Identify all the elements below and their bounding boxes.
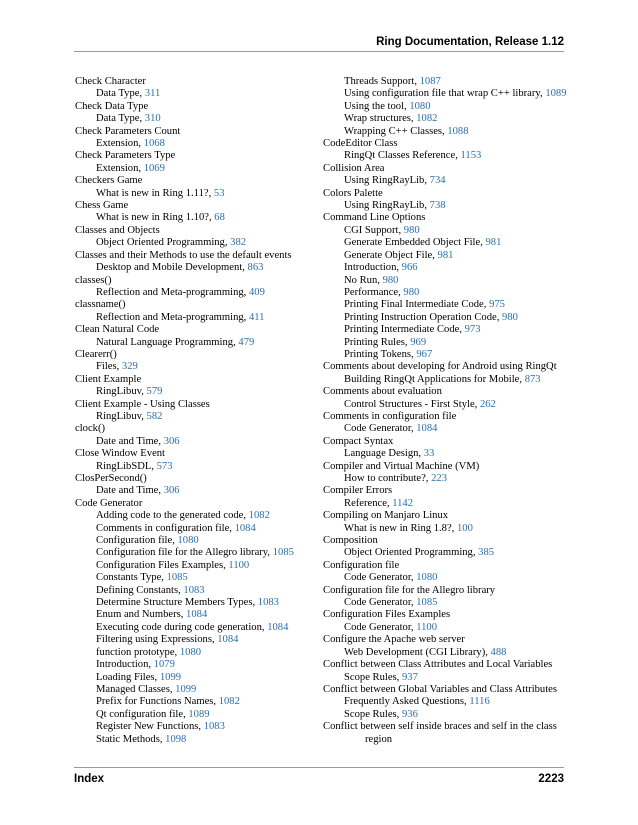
index-subentry xyxy=(75,547,325,559)
index-subentry xyxy=(75,212,325,224)
subentry-label: RingLibSDL, xyxy=(96,460,157,472)
page-link[interactable]: 68 xyxy=(214,212,225,224)
subentry-label: Reflection and Meta-programming, xyxy=(96,311,249,323)
page-link[interactable]: 1080 xyxy=(409,100,431,112)
index-subentry xyxy=(323,200,569,212)
page-link[interactable]: 981 xyxy=(437,249,454,261)
page-link[interactable]: 873 xyxy=(524,373,541,385)
page-link[interactable]: 1088 xyxy=(447,125,469,137)
subentry-label: Performance, xyxy=(344,286,404,298)
index-term: Configuration file xyxy=(323,559,400,571)
page-link[interactable]: 1080 xyxy=(177,535,199,547)
subentry-label: Using the tool, xyxy=(344,100,410,112)
footer-section: Index xyxy=(74,773,105,785)
subentry-label: What is new in Ring 1.11?, xyxy=(96,187,214,199)
index-subentry xyxy=(75,138,325,150)
index-term: Checkers Game xyxy=(75,175,143,187)
subentry-label: Wrapping C++ Classes, xyxy=(344,125,448,137)
subentry-label: Register New Functions, xyxy=(96,721,204,733)
index-term: Classes and their Methods to use the default events xyxy=(75,249,292,261)
page-link[interactable]: 262 xyxy=(479,398,496,410)
index-subentry xyxy=(75,337,325,349)
index-subentry xyxy=(323,423,569,435)
subentry-label: Generate Object File, xyxy=(344,249,438,261)
page-link[interactable]: 582 xyxy=(146,410,163,422)
subentry-label: What is new in Ring 1.8?, xyxy=(344,522,457,534)
page-link[interactable]: 1142 xyxy=(392,497,414,509)
index-term: clock() xyxy=(75,423,105,435)
subentry-label: Printing Instruction Operation Code, xyxy=(344,311,503,323)
subentry-label: Printing Intermediate Code, xyxy=(344,324,465,336)
index-term: Compiling on Manjaro Linux xyxy=(323,510,449,522)
index-term: Colors Palette xyxy=(323,187,383,199)
page-link[interactable]: 1098 xyxy=(165,733,187,745)
subentry-label: Static Methods, xyxy=(96,733,166,745)
index-subentry xyxy=(75,572,325,584)
subentry-label: Code Generator, xyxy=(344,423,417,435)
index-term: Configure the Apache web server xyxy=(323,634,465,646)
subentry-label: Using configuration file that wrap C++ library, xyxy=(344,88,546,100)
index-subentry xyxy=(323,76,569,88)
index-subentry xyxy=(323,250,569,262)
index-subentry xyxy=(323,498,569,510)
page-link[interactable]: 579 xyxy=(146,386,163,398)
subentry-label: Language Design, xyxy=(344,448,424,460)
page-link[interactable]: 1080 xyxy=(179,646,202,658)
index-subentry xyxy=(323,696,569,708)
page-link[interactable]: 1082 xyxy=(416,113,438,125)
page-link[interactable]: 738 xyxy=(429,200,446,212)
subentry-label: Natural Language Programming, xyxy=(96,336,239,348)
page-link[interactable]: 1089 xyxy=(188,708,210,720)
index-term: Comments in configuration file xyxy=(323,410,457,422)
page-link[interactable]: 1084 xyxy=(217,634,239,646)
index-subentry xyxy=(75,647,325,659)
page-link[interactable]: 973 xyxy=(464,324,481,336)
index-subentry xyxy=(75,721,325,733)
page-link[interactable]: 1083 xyxy=(257,597,279,609)
index-subentry xyxy=(75,113,325,125)
index-subentry xyxy=(323,399,569,411)
index-subentry xyxy=(323,547,569,559)
page-link[interactable]: 1085 xyxy=(416,597,438,609)
index-subentry xyxy=(323,647,569,659)
index-term: classes() xyxy=(75,274,112,286)
index-subentry xyxy=(323,262,569,274)
page-link[interactable]: 310 xyxy=(144,113,161,125)
subentry-label: Extension, xyxy=(96,138,144,150)
page-link[interactable]: 1082 xyxy=(218,696,240,708)
index-subentry xyxy=(75,312,325,324)
page-link[interactable]: 1100 xyxy=(228,559,250,571)
header-rule xyxy=(74,51,564,52)
subentry-label: No Run, xyxy=(344,274,383,286)
page-link[interactable]: 981 xyxy=(485,237,502,249)
page-link[interactable]: 1099 xyxy=(159,671,182,683)
page-link[interactable]: 573 xyxy=(156,460,173,472)
page-link[interactable]: 1085 xyxy=(166,572,188,584)
index-subentry xyxy=(323,275,569,287)
index-subentry xyxy=(75,622,325,634)
subentry-label: Code Generator, xyxy=(344,621,417,633)
index-term: Classes and Objects xyxy=(75,224,160,236)
index-subentry xyxy=(323,113,569,125)
page-link[interactable]: 1084 xyxy=(234,522,256,534)
index-subentry xyxy=(323,126,569,138)
index-subentry xyxy=(75,609,325,621)
index-subentry xyxy=(75,485,325,497)
page-link[interactable]: 306 xyxy=(163,435,180,447)
index-term: Command Line Options xyxy=(323,212,426,224)
subentry-label: Reflection and Meta-programming, xyxy=(96,286,249,298)
subentry-label: Prefix for Functions Names, xyxy=(96,696,219,708)
page-link[interactable]: 385 xyxy=(478,547,495,559)
page-link[interactable]: 479 xyxy=(238,336,255,348)
index-term: Chess Game xyxy=(75,200,129,212)
index-term: classname() xyxy=(75,299,126,311)
index-term: Clearerr() xyxy=(75,348,117,360)
page-link[interactable]: 967 xyxy=(416,348,433,360)
page-link[interactable]: 1099 xyxy=(175,683,197,695)
index-subentry xyxy=(323,448,569,460)
page-link[interactable]: 980 xyxy=(403,224,420,236)
index-subentry xyxy=(323,622,569,634)
page-link[interactable]: 1116 xyxy=(469,696,490,708)
subentry-label: What is new in Ring 1.10?, xyxy=(96,212,215,224)
subentry-label: Scope Rules, xyxy=(344,708,402,720)
subentry-label: function prototype, xyxy=(96,646,180,658)
index-subentry xyxy=(323,572,569,584)
subentry-label: Threads Support, xyxy=(344,76,420,87)
index-subentry xyxy=(323,324,569,336)
index-term: Conflict between Class Attributes and Local Variables xyxy=(323,659,553,671)
page-link[interactable]: 100 xyxy=(456,522,473,534)
page-link[interactable]: 1079 xyxy=(153,659,175,671)
index-term: Collision Area xyxy=(323,162,385,174)
subentry-label: Introduction, xyxy=(344,262,402,274)
index-term: Conflict between self inside braces and self in the class xyxy=(323,721,557,733)
page-link[interactable]: 936 xyxy=(401,708,418,720)
subentry-label: Extension, xyxy=(96,162,144,174)
page-link[interactable]: 1087 xyxy=(419,76,441,87)
index-subentry xyxy=(75,535,325,547)
index-subentry xyxy=(323,237,569,249)
index-subentry xyxy=(75,560,325,572)
page-link[interactable]: 306 xyxy=(163,485,180,497)
index-subentry xyxy=(75,684,325,696)
page-link[interactable]: 33 xyxy=(423,448,435,460)
index-column-left xyxy=(75,76,325,746)
subentry-label: Generate Embedded Object File, xyxy=(344,237,486,249)
index-subentry xyxy=(75,88,325,100)
index-term: Compiler Errors xyxy=(323,485,393,497)
index-subentry xyxy=(75,672,325,684)
index-subentry xyxy=(323,287,569,299)
page-link[interactable]: 1069 xyxy=(143,162,165,174)
index-subentry xyxy=(75,237,325,249)
page-link[interactable]: 1083 xyxy=(183,584,205,596)
subentry-label: RingLibuv, xyxy=(96,410,147,422)
index-subentry xyxy=(75,436,325,448)
subentry-label: Data Type, xyxy=(96,88,145,100)
index-subentry xyxy=(323,175,569,187)
subentry-label: Object Oriented Programming, xyxy=(96,237,231,249)
running-footer xyxy=(74,773,564,789)
page-link[interactable]: 937 xyxy=(401,671,418,683)
footer-page-number: 2223 xyxy=(538,773,564,785)
page-link[interactable]: 411 xyxy=(248,311,265,323)
index-subentry xyxy=(323,225,569,237)
index-subentry xyxy=(75,461,325,473)
subentry-label: Constants Type, xyxy=(96,572,167,584)
subentry-label: Executing code during code generation, xyxy=(96,621,268,633)
subentry-label: Code Generator, xyxy=(344,572,417,584)
index-subentry xyxy=(75,361,325,373)
subentry-label: Qt configuration file, xyxy=(96,708,189,720)
index-subentry xyxy=(75,585,325,597)
index-subentry xyxy=(75,696,325,708)
page-link[interactable]: 1100 xyxy=(416,621,438,633)
page-link[interactable]: 975 xyxy=(489,299,505,311)
index-subentry xyxy=(323,299,569,311)
subentry-label: Object Oriented Programming, xyxy=(344,547,479,559)
subentry-label: Defining Constants, xyxy=(96,584,184,596)
page-link[interactable]: 966 xyxy=(401,262,418,274)
subentry-label: Code Generator, xyxy=(344,597,417,609)
page-link[interactable]: 980 xyxy=(403,286,420,298)
index-subentry xyxy=(323,672,569,684)
page-link[interactable]: 488 xyxy=(490,646,507,658)
subentry-label: Files, xyxy=(96,361,122,373)
index-subentry xyxy=(323,88,569,100)
subentry-label: CGI Support, xyxy=(344,224,404,236)
page-link[interactable]: 53 xyxy=(213,187,225,199)
index-term: Comments about evaluation xyxy=(323,386,442,398)
index-term: Configuration file for the Allegro library xyxy=(323,584,496,596)
subentry-label: Control Structures - First Style, xyxy=(344,398,480,410)
subentry-label: Managed Classes, xyxy=(96,683,176,695)
subentry-label: Configuration file, xyxy=(96,535,178,547)
subentry-label: Building RingQt Applications for Mobile, xyxy=(344,373,525,385)
subentry-label: RingQt Classes Reference, xyxy=(344,150,461,162)
index-subentry xyxy=(323,597,569,609)
index-subentry xyxy=(75,411,325,423)
index-term: Conflict between Global Variables and Class Attributes xyxy=(323,683,557,695)
page-link[interactable]: 1153 xyxy=(460,150,482,162)
footer-rule xyxy=(74,767,564,768)
page-link[interactable]: 980 xyxy=(502,311,518,323)
index-subentry xyxy=(323,709,569,721)
subentry-label: Configuration file for the Allegro library, xyxy=(96,547,273,559)
page-link[interactable]: 409 xyxy=(248,286,265,298)
index-term: Code Generator xyxy=(75,497,143,509)
index-subentry xyxy=(75,523,325,535)
page-link[interactable]: 1089 xyxy=(545,88,567,100)
index-term: Check Character xyxy=(75,76,146,87)
subentry-label: Filtering using Expressions, xyxy=(96,634,218,646)
index-subentry xyxy=(75,287,325,299)
index-subentry xyxy=(323,349,569,361)
subentry-label: Printing Rules, xyxy=(344,336,411,348)
index-subentry xyxy=(75,188,325,200)
index-term-continuation: region xyxy=(365,733,393,745)
index-subentry xyxy=(323,374,569,386)
index-subentry xyxy=(75,262,325,274)
index-subentry xyxy=(75,734,325,746)
subentry-label: Using RingRayLib, xyxy=(344,175,430,187)
subentry-label: Comments in configuration file, xyxy=(96,522,235,534)
subentry-label: Using RingRayLib, xyxy=(344,200,430,212)
page-link[interactable]: 969 xyxy=(410,336,427,348)
index-term: Check Parameters Type xyxy=(75,150,176,162)
subentry-label: Configuration Files Examples, xyxy=(96,559,229,571)
index-term: Clean Natural Code xyxy=(75,324,160,336)
index-term: Client Example - Using Classes xyxy=(75,398,210,410)
subentry-label: Date and Time, xyxy=(96,485,164,497)
index-subentry xyxy=(75,597,325,609)
page-link[interactable]: 1085 xyxy=(272,547,294,559)
index-subentry xyxy=(75,659,325,671)
index-subentry xyxy=(323,337,569,349)
page-link[interactable]: 1084 xyxy=(416,423,438,435)
page-link[interactable]: 1084 xyxy=(186,609,208,621)
index-subentry xyxy=(323,523,569,535)
page-link[interactable]: 980 xyxy=(382,274,399,286)
index-subentry xyxy=(323,473,569,485)
index-term: Close Window Event xyxy=(75,448,166,460)
subentry-label: Desktop and Mobile Development, xyxy=(96,262,248,274)
page-link[interactable]: 863 xyxy=(247,262,264,274)
subentry-label: Reference, xyxy=(344,497,393,509)
index-subentry xyxy=(75,634,325,646)
subentry-label: Data Type, xyxy=(96,113,145,125)
index-subentry xyxy=(75,709,325,721)
index-subentry xyxy=(323,150,569,162)
subentry-label: Printing Final Intermediate Code, xyxy=(344,299,490,311)
subentry-label: Determine Structure Members Types, xyxy=(96,597,258,609)
page-link[interactable]: 311 xyxy=(144,88,161,100)
subentry-label: Adding code to the generated code, xyxy=(96,510,249,522)
index-term: Check Parameters Count xyxy=(75,125,181,137)
subentry-label: Enum and Numbers, xyxy=(96,609,187,621)
page-link[interactable]: 1083 xyxy=(203,721,225,733)
index-term: Compiler and Virtual Machine (VM) xyxy=(323,460,480,472)
subentry-label: How to contribute?, xyxy=(344,473,432,484)
subentry-label: Introduction, xyxy=(96,659,154,671)
subentry-label: Wrap structures, xyxy=(344,113,417,125)
index-term: Check Data Type xyxy=(75,100,149,112)
page-link[interactable]: 223 xyxy=(431,473,447,484)
subentry-label: Web Development (CGI Library), xyxy=(344,646,491,658)
subentry-label: Date and Time, xyxy=(96,435,164,447)
index-subentry xyxy=(75,510,325,522)
subentry-label: Printing Tokens, xyxy=(344,348,417,360)
page-link[interactable]: 382 xyxy=(230,237,247,249)
running-header: Ring Documentation, Release 1.12 xyxy=(376,36,564,48)
subentry-label: RingLibuv, xyxy=(96,386,147,398)
index-term: Configuration Files Examples xyxy=(323,609,451,621)
index-subentry xyxy=(323,101,569,113)
index-subentry xyxy=(323,312,569,324)
page-link[interactable]: 734 xyxy=(429,175,446,187)
subentry-label: Scope Rules, xyxy=(344,671,402,683)
page-link[interactable]: 1080 xyxy=(416,572,438,584)
index-term: Client Example xyxy=(75,373,142,385)
page-link[interactable]: 329 xyxy=(121,361,138,373)
index-term: Composition xyxy=(323,535,378,547)
index-term: Compact Syntax xyxy=(323,435,394,447)
index-column-right xyxy=(323,76,569,746)
subentry-label: Loading Files, xyxy=(96,671,160,683)
index-subentry xyxy=(75,163,325,175)
index-subentry xyxy=(75,386,325,398)
index-term: Comments about developing for Android using RingQt xyxy=(323,361,557,373)
index-term: CodeEditor Class xyxy=(323,138,398,150)
subentry-label: Frequently Asked Questions, xyxy=(344,696,470,708)
page-link[interactable]: 1082 xyxy=(248,510,270,522)
page-link[interactable]: 1068 xyxy=(143,138,165,150)
page-link[interactable]: 1084 xyxy=(267,621,289,633)
index-term: ClosPerSecond() xyxy=(75,473,147,484)
